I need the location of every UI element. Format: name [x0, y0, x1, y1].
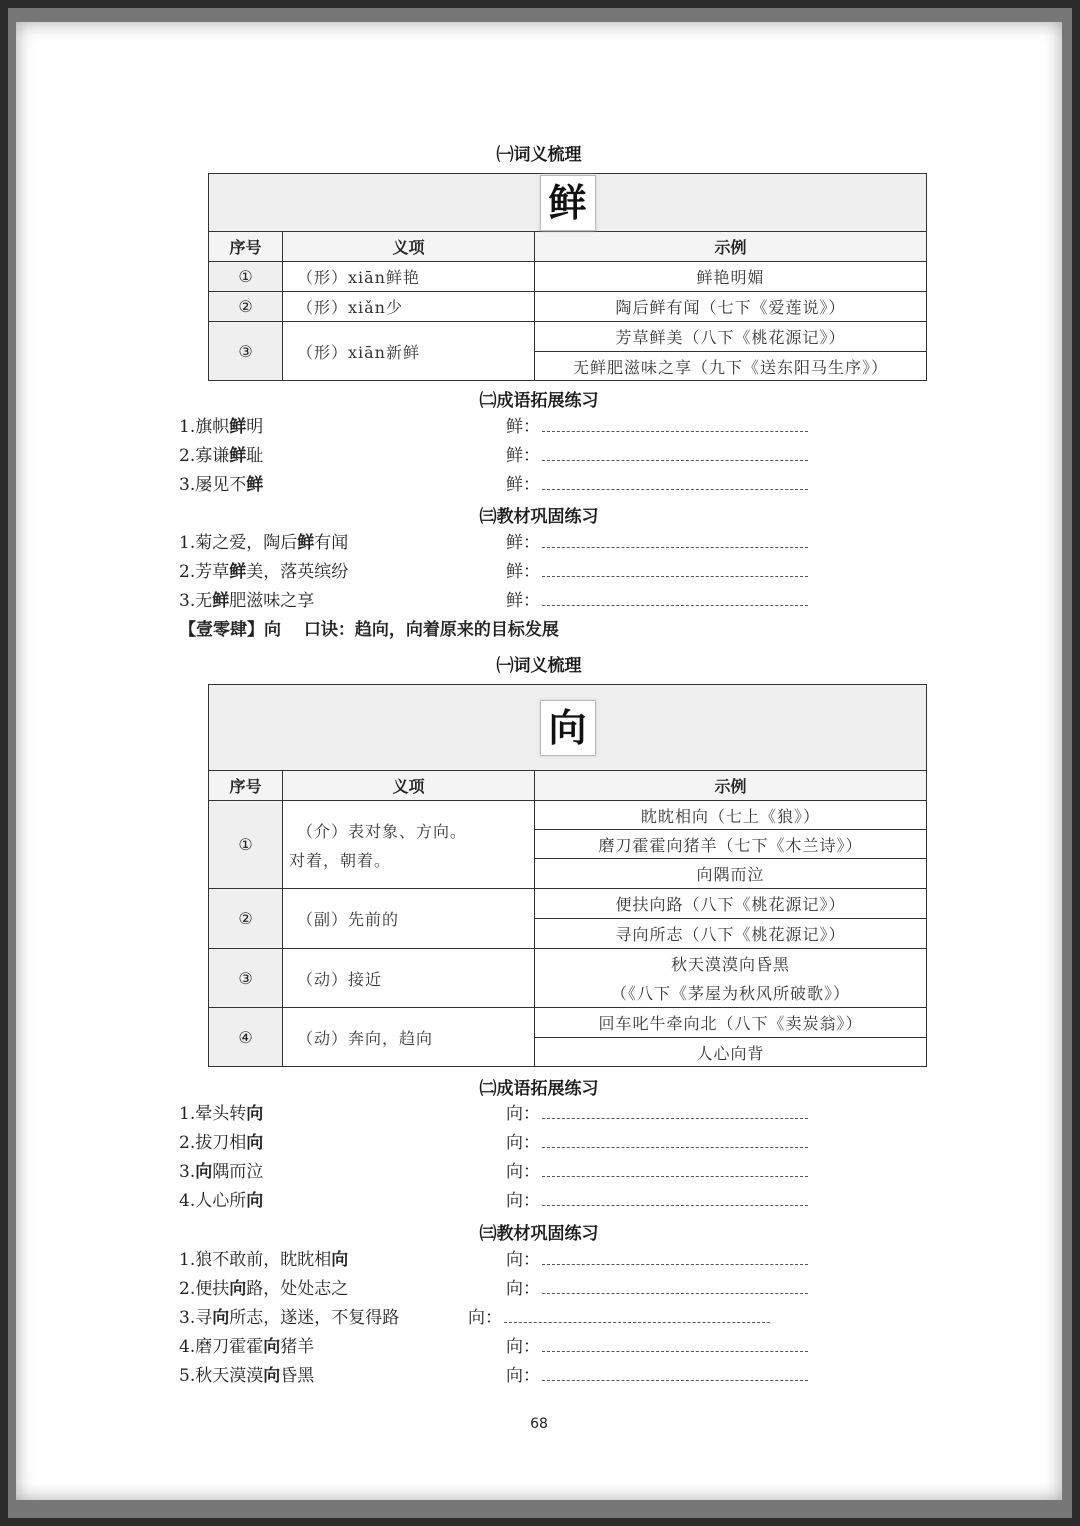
exercise-question — [179, 588, 314, 614]
exercise-question — [179, 1334, 314, 1360]
row-meaning: （动）接近 — [283, 949, 535, 1008]
answer-blank[interactable] — [542, 1293, 808, 1294]
answer-blank[interactable] — [504, 1322, 770, 1323]
answer-label: 鲜： — [506, 417, 540, 437]
keyword: 向 — [331, 1250, 349, 1270]
example-line: 秋天漠漠向昏黑 — [670, 955, 790, 974]
row-index: ② — [209, 889, 283, 949]
row-meaning: （形）xiān新鲜 — [283, 322, 535, 381]
row-example: 无鲜肥滋味之享（九下《送东阳马生序》） — [535, 352, 927, 381]
question-text: 1.菊之爱，陶后 — [179, 533, 298, 553]
meaning-line: 对着，朝着。 — [289, 850, 392, 870]
keyword: 鲜 — [229, 417, 247, 437]
meaning-table-xiang — [208, 684, 927, 1067]
row-meaning: （副）先前的 — [283, 889, 535, 949]
header-example: 示例 — [535, 771, 927, 801]
answer-blank[interactable] — [542, 431, 808, 432]
question-text: 3.寻 — [179, 1308, 213, 1328]
row-index: ③ — [209, 322, 283, 381]
header-meaning: 义项 — [283, 771, 535, 801]
section-heading: ㈢教材巩固练习 — [479, 1224, 599, 1244]
exercise-line — [16, 1130, 1062, 1156]
header-index: 序号 — [209, 232, 283, 262]
keyword: 鲜 — [229, 562, 247, 582]
exercise-line — [16, 559, 1062, 585]
question-text: 明 — [246, 417, 264, 437]
answer-label: 向： — [506, 1133, 540, 1153]
row-meaning: （形）xiǎn少 — [283, 292, 535, 322]
answer-blank[interactable] — [542, 1264, 808, 1265]
topic-title: 【壹零肆】向 口诀：趋向，向着原来的目标发展 — [179, 620, 559, 640]
exercise-question — [179, 1188, 263, 1214]
header-meaning: 义项 — [283, 232, 535, 262]
question-text: 2.芳草 — [179, 562, 230, 582]
section-heading: ㈠词义梳理 — [496, 145, 582, 165]
question-text: 路，处处志之 — [246, 1279, 349, 1299]
exercise-line — [16, 1101, 1062, 1127]
section-heading: ㈡成语拓展练习 — [479, 1079, 599, 1099]
question-text: 2.寡谦 — [179, 446, 230, 466]
exercise-line — [16, 1334, 1062, 1360]
keyword: 鲜 — [229, 446, 247, 466]
answer-label: 鲜： — [506, 475, 540, 495]
exercise-line — [16, 443, 1062, 469]
question-text: 4.人心所 — [179, 1191, 247, 1211]
question-text: 2.便扶 — [179, 1279, 230, 1299]
exercise-question — [179, 1159, 263, 1185]
page-number: 68 — [530, 1416, 548, 1432]
header-example: 示例 — [535, 232, 927, 262]
row-example: 人心向背 — [535, 1038, 927, 1067]
exercise-line — [16, 1247, 1062, 1273]
meaning-table-xian — [208, 173, 927, 381]
exercise-line — [16, 1159, 1062, 1185]
row-example: 鲜艳明媚 — [535, 262, 927, 292]
question-text: 5.秋天漠漠 — [179, 1366, 264, 1386]
question-text: 1.旗帜 — [179, 417, 230, 437]
header-index: 序号 — [209, 771, 283, 801]
keyword: 鲜 — [246, 475, 264, 495]
exercise-question — [179, 1305, 399, 1331]
answer-blank[interactable] — [542, 1380, 808, 1381]
answer-label: 鲜： — [506, 562, 540, 582]
question-text: 猪羊 — [280, 1337, 315, 1357]
exercise-question — [179, 1363, 314, 1389]
row-example — [535, 949, 927, 1008]
character-box: 向 — [540, 700, 596, 756]
exercise-question — [179, 1247, 348, 1273]
exercise-question — [179, 1130, 263, 1156]
row-example: 寻向所志（八下《桃花源记》） — [535, 919, 927, 949]
exercise-question — [179, 1101, 263, 1127]
row-meaning: （动）奔向，趋向 — [283, 1008, 535, 1067]
answer-blank[interactable] — [542, 576, 808, 577]
section-heading: ㈢教材巩固练习 — [479, 507, 599, 527]
exercise-question — [179, 443, 263, 469]
meaning-line: （介）表对象、方向。 — [297, 821, 468, 841]
answer-blank[interactable] — [542, 460, 808, 461]
keyword: 向 — [229, 1279, 247, 1299]
document-page — [16, 22, 1062, 1500]
section-heading: ㈡成语拓展练习 — [479, 391, 599, 411]
row-example: 芳草鲜美（八下《桃花源记》） — [535, 322, 927, 352]
row-index: ④ — [209, 1008, 283, 1067]
row-example: 回车叱牛牵向北（八下《卖炭翁》） — [535, 1008, 927, 1038]
answer-label: 向： — [506, 1337, 540, 1357]
keyword: 向 — [263, 1366, 281, 1386]
answer-label: 向： — [506, 1162, 540, 1182]
answer-label: 向： — [506, 1104, 540, 1124]
question-text: 有闻 — [314, 533, 349, 553]
exercise-question — [179, 472, 263, 498]
answer-label: 向： — [468, 1308, 502, 1328]
character-box: 鲜 — [540, 175, 596, 231]
exercise-line — [16, 472, 1062, 498]
keyword: 向 — [212, 1308, 230, 1328]
keyword: 向 — [195, 1162, 213, 1182]
answer-blank[interactable] — [542, 1118, 808, 1119]
question-text: 1.晕头转 — [179, 1104, 247, 1124]
question-text: 4.磨刀霍霍 — [179, 1337, 264, 1357]
answer-blank[interactable] — [542, 1205, 808, 1206]
exercise-question — [179, 559, 348, 585]
answer-label: 鲜： — [506, 533, 540, 553]
question-text: 3.屡见不 — [179, 475, 247, 495]
answer-label: 向： — [506, 1366, 540, 1386]
row-example: 便扶向路（八下《桃花源记》） — [535, 889, 927, 919]
keyword: 向 — [246, 1133, 264, 1153]
row-example: 眈眈相向（七上《狼》） — [535, 801, 927, 830]
keyword: 鲜 — [212, 591, 230, 611]
question-text: 美，落英缤纷 — [246, 562, 349, 582]
answer-blank[interactable] — [542, 547, 808, 548]
row-index: ① — [209, 801, 283, 889]
section-heading: ㈠词义梳理 — [496, 656, 582, 676]
exercise-question — [179, 414, 263, 440]
keyword: 向 — [263, 1337, 281, 1357]
question-text: 隅而泣 — [212, 1162, 264, 1182]
row-meaning — [283, 801, 535, 889]
answer-label: 向： — [506, 1279, 540, 1299]
exercise-line — [16, 1305, 1062, 1331]
exercise-line — [16, 1363, 1062, 1389]
row-example: 向隅而泣 — [535, 859, 927, 889]
question-text: 3.无 — [179, 591, 213, 611]
question-text: 1.狼不敢前，眈眈相 — [179, 1250, 332, 1270]
answer-label: 向： — [506, 1191, 540, 1211]
row-index: ② — [209, 292, 283, 322]
exercise-question — [179, 530, 348, 556]
answer-blank[interactable] — [542, 605, 808, 606]
keyword: 向 — [246, 1191, 264, 1211]
exercise-line — [16, 588, 1062, 614]
answer-blank[interactable] — [542, 1147, 808, 1148]
question-text: 昏黑 — [280, 1366, 315, 1386]
row-index: ③ — [209, 949, 283, 1008]
exercise-question — [179, 1276, 348, 1302]
question-text: 2.拔刀相 — [179, 1133, 247, 1153]
example-line: （《八下《茅屋为秋风所破歌》） — [610, 984, 850, 1003]
exercise-line — [16, 414, 1062, 440]
answer-label: 鲜： — [506, 446, 540, 466]
question-text: 3. — [179, 1162, 196, 1182]
answer-label: 向： — [506, 1250, 540, 1270]
question-text: 所志，遂迷，不复得路 — [229, 1308, 400, 1328]
row-example: 磨刀霍霍向猪羊（七下《木兰诗》） — [535, 830, 927, 859]
answer-blank[interactable] — [542, 1176, 808, 1177]
question-text: 耻 — [246, 446, 264, 466]
answer-label: 鲜： — [506, 591, 540, 611]
question-text: 肥滋味之享 — [229, 591, 315, 611]
row-index: ① — [209, 262, 283, 292]
exercise-line — [16, 1188, 1062, 1214]
answer-blank[interactable] — [542, 489, 808, 490]
answer-blank[interactable] — [542, 1351, 808, 1352]
keyword: 鲜 — [297, 533, 315, 553]
keyword: 向 — [246, 1104, 264, 1124]
row-meaning: （形）xiān鲜艳 — [283, 262, 535, 292]
exercise-line — [16, 530, 1062, 556]
exercise-line — [16, 1276, 1062, 1302]
row-example: 陶后鲜有闻（七下《爱莲说》） — [535, 292, 927, 322]
